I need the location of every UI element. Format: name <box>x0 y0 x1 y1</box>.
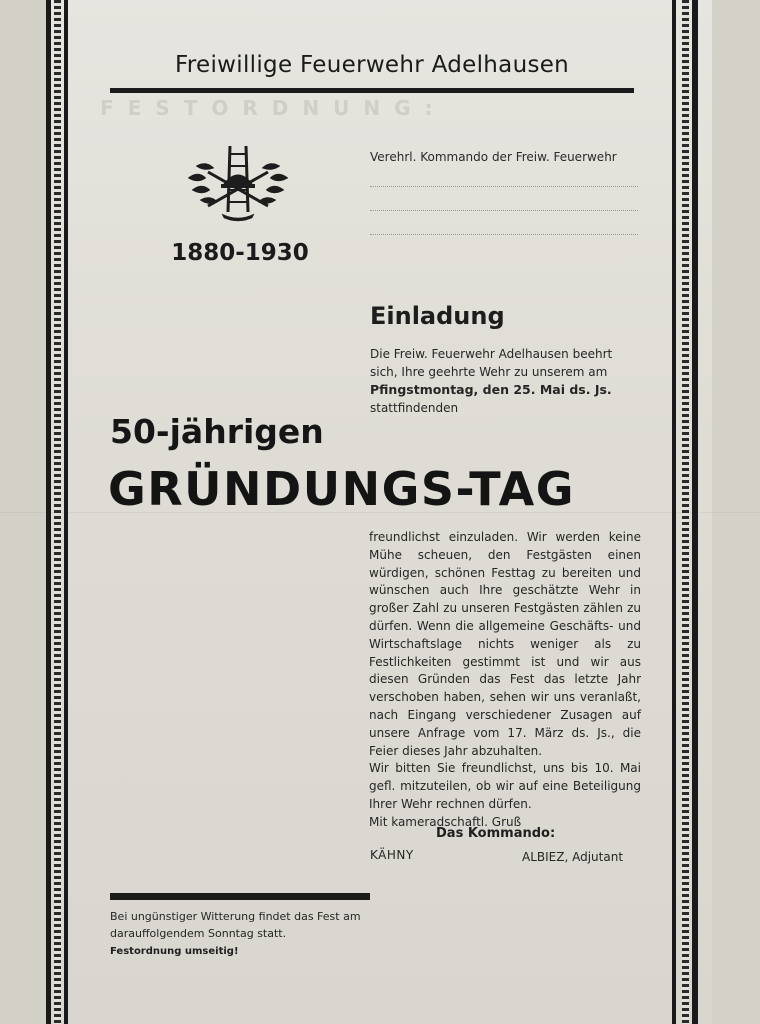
address-blank-line <box>370 210 638 211</box>
letter-closing: Mit kameradschaftl. Gruß <box>369 814 522 829</box>
right-border-outer <box>692 0 698 1024</box>
left-border-pattern <box>54 0 61 1024</box>
signature-commander: KÄHNY <box>370 848 414 862</box>
footer-rule <box>110 893 370 900</box>
letter-body <box>369 529 641 832</box>
invitation-line: stattfindenden <box>370 401 459 415</box>
anniversary-label: 50-jährigen <box>110 412 324 451</box>
invitation-line: sich, Ihre geehrte Wehr zu unserem am <box>370 365 608 379</box>
right-border-pattern <box>682 0 689 1024</box>
invitation-text <box>370 345 640 417</box>
anniversary-years: 1880-1930 <box>171 240 309 266</box>
right-border-inner <box>672 0 676 1024</box>
program-note: Festordnung umseitig! <box>110 946 239 957</box>
left-border-outer <box>46 0 51 1024</box>
signature-adjutant: ALBIEZ, Adjutant <box>522 850 624 864</box>
invitation-date: Pfingstmontag, den 25. Mai ds. Js. <box>370 382 612 397</box>
address-blank-line <box>370 234 638 235</box>
signature-heading: Das Kommando: <box>436 826 556 841</box>
left-border-inner <box>64 0 68 1024</box>
reverse-show-through: FESTORDNUNG: <box>100 96 447 120</box>
fire-brigade-emblem-icon <box>184 144 292 224</box>
header-rule <box>110 88 634 93</box>
letter-paragraph: Wir bitten Sie freundlichst, uns bis 10. Mai gefl. mitzuteilen, ob wir auf eine Beteiligung Ihrer Wehr rechnen dürfen. <box>369 761 641 811</box>
invitation-line: Die Freiw. Feuerwehr Adelhausen beehrt <box>370 347 613 361</box>
event-title: GRÜNDUNGS-TAG <box>108 462 575 516</box>
weather-note: Bei ungünstiger Witterung findet das Fest am darauffolgendem Sonntag statt. <box>110 910 361 940</box>
organization-title: Freiwillige Feuerwehr Adelhausen <box>174 52 570 78</box>
letter-paragraph: freundlichst einzuladen. Wir werden keine Mühe scheuen, den Festgästen einen würdigen, schönen Festtag zu bereiten und wünschen auch Ihre geschätzte Wehr in großer Zahl zu unseren Festgästen zählen zu dürfen. Wenn die allgemeine Geschäfts- und Wirtschaftslage nichts weniger als zu Festlichkeiten gestimmt ist und wir aus diesen Gründen das Fest das letzte Jahr verschoben haben, sehen wir uns veranlaßt, nach Eingang verschiedener Zusagen auf unsere Anfrage vom 17. März ds. Js., die Feier dieses Jahr abzuhalten. <box>369 530 641 758</box>
address-blank-line <box>370 186 638 187</box>
addressee-line: Verehrl. Kommando der Freiw. Feuerwehr <box>370 150 617 164</box>
invitation-heading: Einladung <box>370 302 505 330</box>
